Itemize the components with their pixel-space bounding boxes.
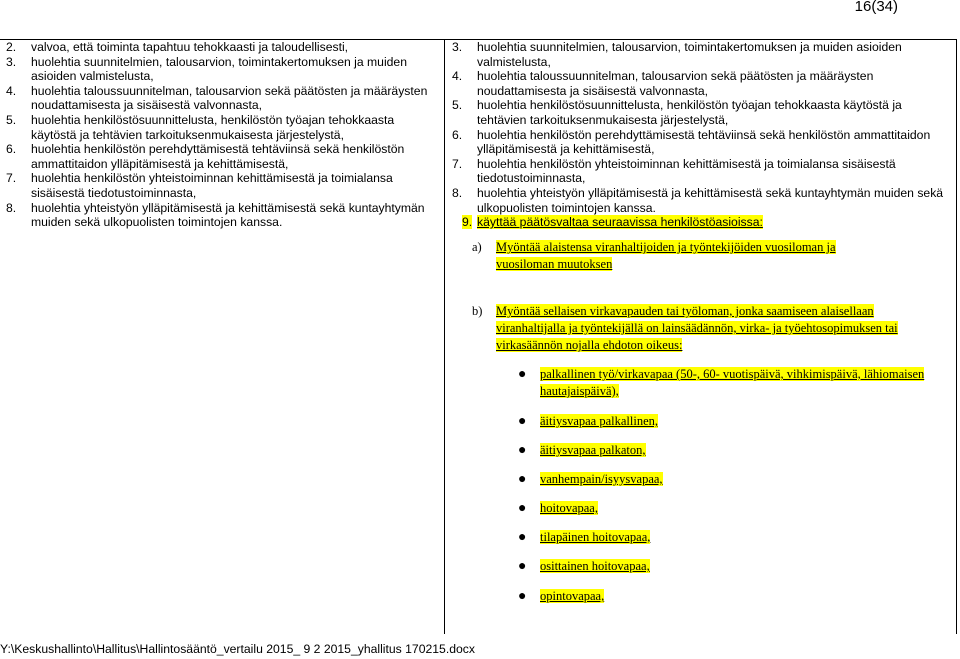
list-item: 7. huolehtia henkilöstön yhteistoiminnan kehittämisestä ja toimialansa sisäisestä tiedotustoiminnasta, bbox=[452, 156, 896, 186]
list-item: 6. huolehtia henkilöstön perehdyttämisestä tehtäviinsä sekä henkilöstön ammattitaidon ylläpitämisestä ja kehittämisestä, bbox=[6, 142, 405, 171]
bullet-item: ● hoitovapaa, bbox=[518, 501, 598, 516]
list-item: 2. valvoa, että toiminta tapahtuu tehokkaasti ja taloudellisesti, bbox=[6, 40, 349, 54]
bullet-item: ● opintovapaa, bbox=[518, 589, 605, 604]
bullet-icon: ● bbox=[518, 414, 527, 429]
table-right-border bbox=[956, 39, 957, 634]
bullet-icon: ● bbox=[518, 472, 527, 487]
bullet-icon: ● bbox=[518, 530, 527, 545]
bullet-icon: ● bbox=[518, 443, 527, 458]
list-item: 4. huolehtia taloussuunnitelman, talousarvion sekä päätösten ja määräysten noudattamisesta ja sisäisestä valvonnasta, bbox=[6, 83, 428, 113]
bullet-item: ● äitiysvapaa palkallinen, bbox=[518, 414, 659, 429]
sub-item-a: a) Myöntää alaistensa viranhaltijoiden ja työntekijöiden vuosiloman ja vuosiloman muutoksen bbox=[472, 240, 836, 271]
list-item: 7. huolehtia henkilöstön yhteistoiminnan kehittämisestä ja toimialansa sisäisestä tiedotustoiminnasta, bbox=[6, 171, 393, 200]
bullet-icon: ● bbox=[518, 367, 527, 382]
list-item: 8. huolehtia yhteistyön ylläpitämisestä ja kehittämisestä sekä kuntayhtymän muiden sekä ulkopuolisten toimintojen kanssa. bbox=[6, 200, 425, 230]
list-item: 4. huolehtia taloussuunnitelman, talousarvion sekä päätösten ja määräysten noudattamisesta ja sisäisestä valvonnasta, bbox=[452, 69, 874, 98]
bullet-icon: ● bbox=[518, 559, 527, 574]
list-item-9: 9. käyttää päätösvaltaa seuraavissa henkilöstöasioissa: bbox=[462, 215, 763, 230]
list-item: 5. huolehtia henkilöstösuunnittelusta, henkilöstön työajan tehokkaasta käytöstä ja tehtävien tarkoituksenmukaisesta järjestelystä, bbox=[6, 112, 395, 142]
page-number: 16(34) bbox=[854, 0, 898, 15]
bullet-item: ● äitiysvapaa palkaton, bbox=[518, 443, 646, 458]
right-column bbox=[452, 40, 952, 230]
sub-item-b: b) Myöntää sellaisen virkavapauden tai työloman, jonka saamiseen alaisellaan viranhaltijalla ja työntekijällä on lainsäädännön, virka- ja työehtosopimuksen tai virkasäännön nojalla ehdoton oikeus: bbox=[472, 304, 898, 352]
file-path-footer: Y:\Keskushallinto\Hallitus\Hallintosääntö_vertailu 2015_ 9 2 2015_yhallitus 170215.docx bbox=[0, 642, 475, 656]
list-item: 8. huolehtia yhteistyön ylläpitämisestä ja kehittämisestä sekä kuntayhtymän muiden sekä ulkopuolisten toimintojen kanssa. bbox=[452, 185, 944, 215]
bullet-item: ● osittainen hoitovapaa, bbox=[518, 559, 650, 574]
left-column bbox=[6, 40, 438, 230]
bullet-item: ● tilapäinen hoitovapaa, bbox=[518, 530, 651, 545]
bullet-icon: ● bbox=[518, 501, 527, 516]
list-item: 6. huolehtia henkilöstön perehdyttämisestä tehtäviinsä sekä henkilöstön ammattitaidon ylläpitämisestä ja kehittämisestä, bbox=[452, 127, 931, 157]
column-divider bbox=[444, 39, 445, 634]
bullet-item: ● palkallinen työ/virkavapaa (50-, 60- vuotispäivä, vihkimispäivä, lähiomaisen hautajaispäivä), bbox=[518, 367, 925, 398]
bullet-item: ● vanhempain/isyysvapaa, bbox=[518, 472, 663, 487]
bullet-icon: ● bbox=[518, 589, 527, 604]
list-item: 5. huolehtia henkilöstösuunnittelusta, henkilöstön työajan tehokkaasta käytöstä ja tehtävien tarkoituksenmukaisesta järjestelystä, bbox=[452, 98, 902, 127]
list-item: 3. huolehtia suunnitelmien, talousarvion, toimintakertomuksen ja muiden asioiden valmistelusta, bbox=[452, 40, 902, 69]
list-item: 3. huolehtia suunnitelmien, talousarvion, toimintakertomuksen ja muiden asioiden valmistelusta, bbox=[6, 54, 407, 84]
